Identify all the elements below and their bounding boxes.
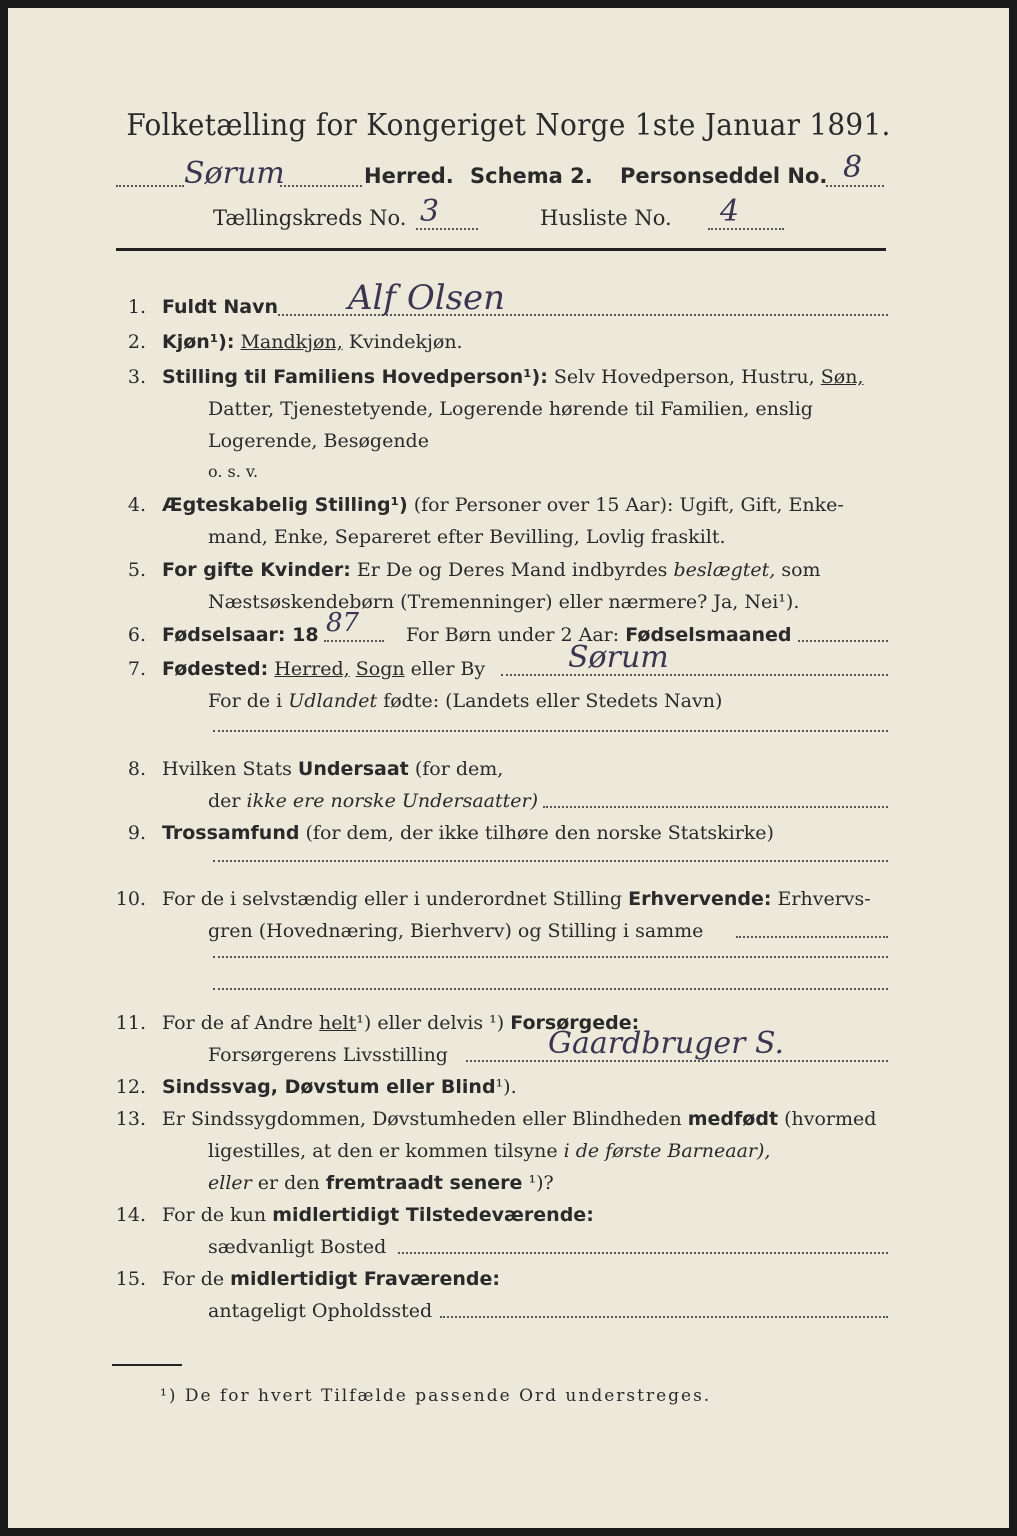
disability-label: Sindssvag, Døvstum eller Blind <box>162 1076 496 1098</box>
herred-handwritten: Sørum <box>184 156 285 191</box>
congenital-or: eller <box>208 1172 252 1194</box>
congenital-suffix: (hvormed <box>784 1108 877 1130</box>
dotted-line <box>736 936 888 938</box>
abroad-word: Udlandet <box>288 690 378 712</box>
religion-description: (for dem, der ikke tilhøre den norske Statskirke) <box>305 822 774 844</box>
full-name-value: Alf Olsen <box>348 278 506 318</box>
field-number: 15. <box>115 1268 146 1290</box>
schema-label: Schema 2. <box>470 164 593 188</box>
occupation-suffix: Erhvervs- <box>777 888 871 910</box>
supported-prefix: For de af Andre <box>162 1012 313 1034</box>
dotted-line <box>213 956 888 958</box>
congenital-childhood: i de første Barneaar), <box>563 1140 771 1162</box>
congenital-tail: ¹)? <box>528 1172 554 1194</box>
temporary-absent-label: midlertidigt Fraværende: <box>230 1268 500 1290</box>
dotted-line <box>398 1252 888 1254</box>
married-women-label: For gifte Kvinder: <box>162 559 351 581</box>
field-number: 2. <box>127 331 146 353</box>
birthplace-value: Sørum <box>568 640 669 675</box>
family-position-line4: o. s. v. <box>208 462 259 481</box>
field-number: 8. <box>127 758 146 780</box>
field-number: 4. <box>127 494 146 516</box>
married-women-line2: Næstsøskendebørn (Tremenninger) eller nærmere? Ja, Nei¹). <box>208 591 800 613</box>
abroad-suffix: fødte: (Landets eller Stedets Navn) <box>383 690 723 712</box>
field-number: 9. <box>127 822 146 844</box>
occupation-prefix: For de i selvstændig eller i underordnet Stilling <box>162 888 623 910</box>
field-number: 1. <box>127 296 146 318</box>
full-name-label: Fuldt Navn <box>162 296 279 318</box>
disability-tail: ¹). <box>495 1076 517 1098</box>
dotted-line <box>213 860 888 862</box>
kreds-number: 3 <box>420 194 440 229</box>
dotted-line <box>116 185 184 187</box>
family-position-label: Stilling til Familiens Hovedperson¹): <box>162 366 548 388</box>
temporary-present-prefix: For de kun <box>162 1204 267 1226</box>
citizenship-prefix: Hvilken Stats <box>162 758 292 780</box>
birth-year-label: Fødselsaar: 18 <box>162 624 319 646</box>
field-number: 10. <box>115 888 146 910</box>
supported-label: Forsørgede: <box>510 1012 640 1034</box>
marital-status-line2: mand, Enke, Separeret efter Bevilling, Lovlig fraskilt. <box>208 526 726 548</box>
gender-option-male: Mandkjøn, <box>240 331 343 353</box>
birth-year-value: 87 <box>326 608 360 638</box>
husliste-number: 4 <box>720 194 740 229</box>
birthplace-herred: Herred, <box>274 658 350 680</box>
citizenship-line2-prefix: der <box>208 790 241 812</box>
provider-occupation-label: Forsørgerens Livsstilling <box>208 1044 448 1066</box>
dotted-line <box>280 185 362 187</box>
field-number: 6. <box>127 624 146 646</box>
occupation-label: Erhvervende: <box>628 888 772 910</box>
dotted-line <box>708 228 784 230</box>
field-number: 12. <box>115 1076 146 1098</box>
married-women-question: Er De og Deres Mand indbyrdes <box>356 559 668 581</box>
supported-partly: ¹) eller delvis ¹) <box>356 1012 505 1034</box>
dotted-line <box>416 228 478 230</box>
provider-occupation-value: Gaardbruger S. <box>548 1026 785 1061</box>
personseddel-label: Personseddel No. <box>620 164 828 188</box>
dotted-line <box>501 674 888 676</box>
dotted-line <box>826 185 884 187</box>
gender-label: Kjøn¹): <box>162 331 235 353</box>
field-number: 3. <box>127 366 146 388</box>
family-position-line1: Selv Hovedperson, Hustru, <box>553 366 815 388</box>
field-number: 5. <box>127 559 146 581</box>
dotted-line <box>798 640 888 642</box>
probable-residence-label: antageligt Opholdssted <box>208 1300 433 1322</box>
family-position-line3: Logerende, Besøgende <box>208 430 429 452</box>
footnote: ¹) De for hvert Tilfælde passende Ord understreges. <box>160 1386 712 1406</box>
congenital-question: Er Sindssygdommen, Døvstumheden eller Blindheden <box>162 1108 682 1130</box>
marital-status-label: Ægteskabelig Stilling¹) <box>162 494 408 516</box>
congenital-later: fremtraadt senere <box>325 1172 523 1194</box>
married-women-question-end: som <box>781 559 821 581</box>
birthplace-label: Fødested: <box>162 658 269 680</box>
abroad-prefix: For de i <box>208 690 283 712</box>
religion-label: Trossamfund <box>162 822 300 844</box>
form-title: Folketælling for Kongeriget Norge 1ste Januar 1891. <box>126 108 891 143</box>
related-word: beslægtet, <box>673 559 776 581</box>
citizenship-suffix: (for dem, <box>414 758 504 780</box>
personseddel-number: 8 <box>843 150 863 185</box>
citizenship-label: Undersaat <box>297 758 409 780</box>
dotted-line <box>324 640 384 642</box>
census-form-page <box>8 8 1009 1528</box>
congenital-line2: ligestilles, at den er kommen tilsyne <box>208 1140 558 1162</box>
occupation-line2: gren (Hovednæring, Bierhverv) og Stilling i samme <box>208 920 704 942</box>
birthplace-sogn: Sogn <box>355 658 405 680</box>
husliste-label: Husliste No. <box>540 206 672 230</box>
header-rule <box>116 248 886 251</box>
footnote-rule <box>112 1364 182 1366</box>
gender-option-female: Kvindekjøn. <box>348 331 463 353</box>
temporary-present-label: midlertidigt Tilstedeværende: <box>272 1204 594 1226</box>
birthplace-rest: eller By <box>410 658 486 680</box>
under-two-label: For Børn under 2 Aar: <box>406 624 620 646</box>
dotted-line <box>440 1316 888 1318</box>
dotted-line <box>543 806 888 808</box>
usual-residence-label: sædvanligt Bosted <box>208 1236 387 1258</box>
herred-label: Herred. <box>364 164 454 188</box>
field-number: 11. <box>115 1012 146 1034</box>
temporary-absent-prefix: For de <box>162 1268 225 1290</box>
field-number: 13. <box>115 1108 146 1130</box>
congenital-line3: er den <box>257 1172 320 1194</box>
dotted-line <box>213 730 888 732</box>
marital-status-line1: (for Personer over 15 Aar): Ugift, Gift, Enke- <box>413 494 844 516</box>
citizenship-line2: ikke ere norske Undersaatter) <box>246 790 539 812</box>
family-position-son: Søn, <box>820 366 864 388</box>
dotted-line <box>213 988 888 990</box>
field-number: 7. <box>127 658 146 680</box>
congenital-label: medfødt <box>687 1108 779 1130</box>
field-number: 14. <box>115 1204 146 1226</box>
birth-month-label: Fødselsmaaned <box>625 624 792 646</box>
supported-fully: helt <box>319 1012 357 1034</box>
kreds-label: Tællingskreds No. <box>213 206 407 230</box>
family-position-line2: Datter, Tjenestetyende, Logerende hørende til Familien, enslig <box>208 398 813 420</box>
